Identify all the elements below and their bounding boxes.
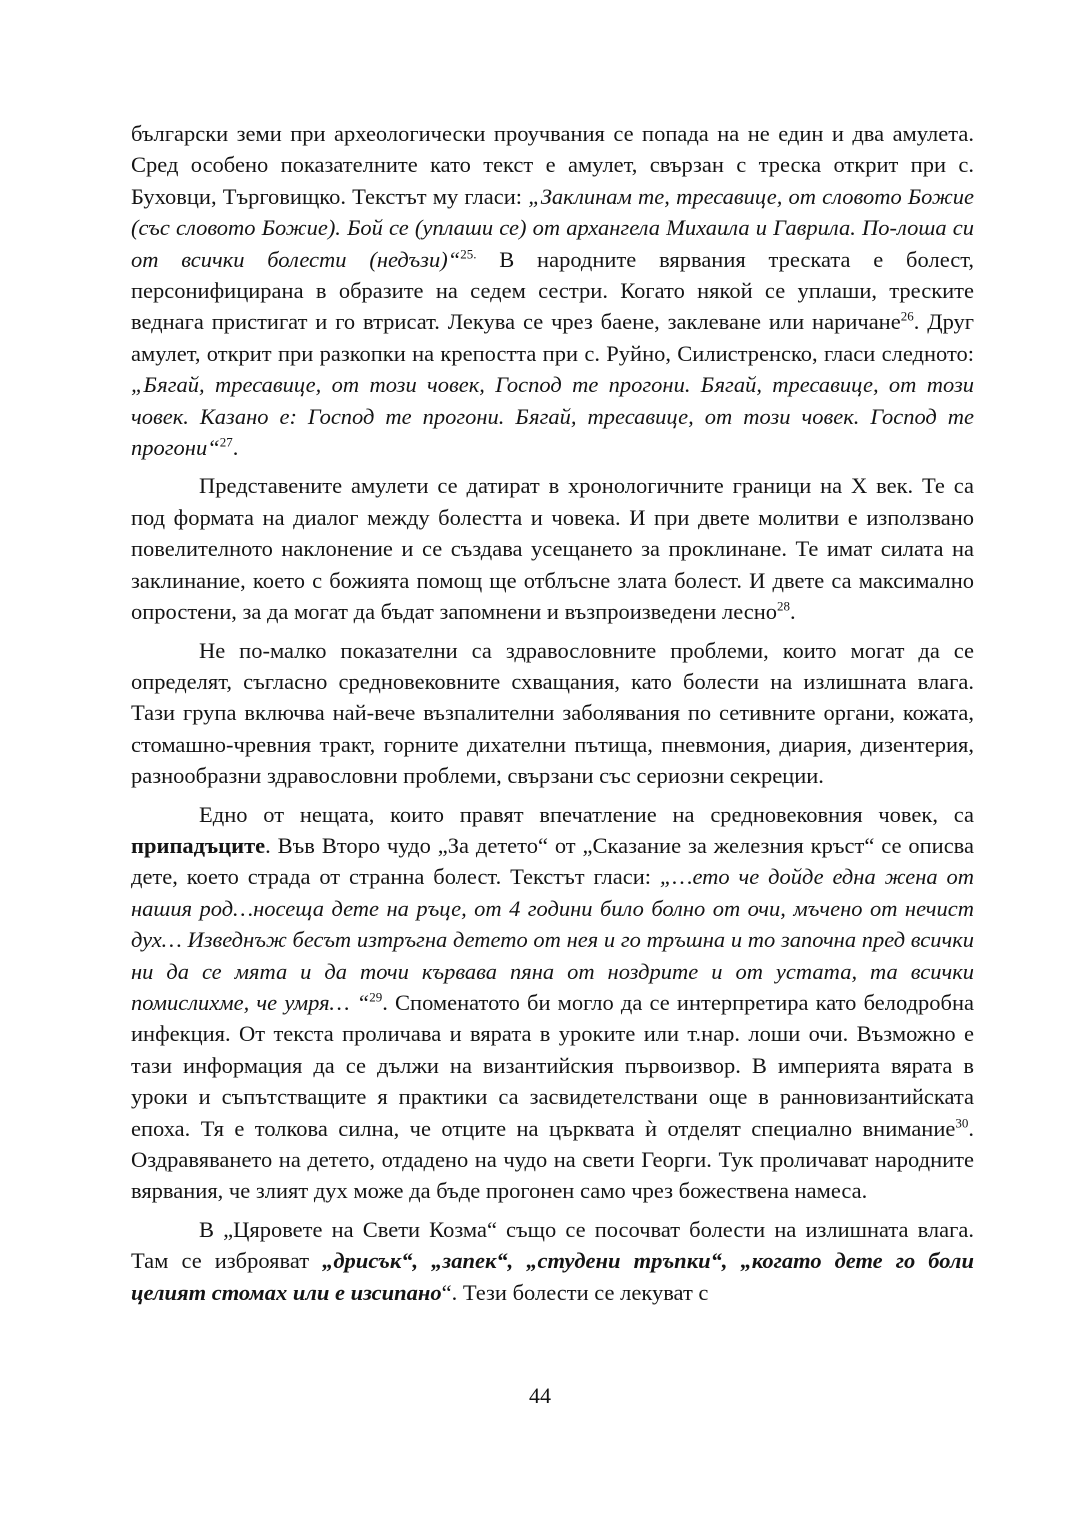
body-text: . (232, 435, 239, 461)
body-text: Не по-малко показателни са здравословните проблеми, които могат да се определят, съгласно средновековните схващания, като болести на излишната влага. Тази група включва най-вече възпалителни заболявания по сетивните органи, кожата, стомашно-чревния тракт, горните дихателни пътища, пневмония, диария, дизентерия, разнообразни здравословни проблеми, свързани със сериозни секреции. (131, 637, 974, 789)
paragraph (131, 470, 974, 627)
footnote-ref: 29 (369, 989, 383, 1005)
body-text: “. Тези болести се лекуват с (441, 1279, 709, 1305)
footnote-ref: 27 (219, 434, 233, 450)
body-text: . Оздравяването на детето, отдадено на чудо на свети Георги. Тук проличават народните вярвания, че злият дух може да бъде прогонен само чрез божествена намеса. (131, 1115, 974, 1204)
document-body (131, 118, 974, 1315)
body-text: . Във Второ чудо „За детето“ от „Сказание за железния кръст“ се описва дете, което страда от странна болест. Текстът гласи: (131, 832, 974, 890)
footnote-ref: 26 (900, 308, 914, 324)
footnote-ref: 30 (955, 1115, 969, 1131)
body-text: български земи при археологически проучвания се попада на не един и два амулета. Сред особено показателните като текст е амулет, свързан с треска открит при с. Буховци, Търговищко. Текстът му гласи: (131, 121, 974, 209)
body-text: . Споменатото би могло да се интерпретира като белодробна инфекция. От текста проличава и вярата в уроките или т.нар. лоши очи. Възможно е тази информация да се дължи на византийския първоизвор. В империята вярата в уроки и съпътстващите я практики са засвидетелствани още в ранновизантийската епоха. Тя е толкова силна, че отците на църквата ѝ отделят специално внимание (131, 989, 974, 1141)
body-text: . (790, 599, 796, 625)
paragraph (131, 799, 974, 1207)
quote-text: „…ето че дойде една жена от нашия род…носеща дете на ръце, от 4 години било болно от очи, мъчено от нечист дух… Изведнъж бесът изтръгна детето от нея и го тръшна и то започна пред всички ни да се мята и да точи кървава пяна от ноздрите и от устата, та всички помислихме, че умря… “ (131, 864, 974, 1015)
paragraph (131, 1214, 974, 1308)
body-text: Едно от нещата, които правят впечатление на средновековния човек, са (199, 801, 974, 827)
body-text: В народните вярвания треската е болест, персонифицирана в образите на седем сестри. Когато някой се уплаши, треските веднага пристигат и го втрисат. Лекува се чрез баене, заклеване или наричане (131, 246, 974, 335)
body-text: В „Цяровете на Свети Козма“ също се посочват болести на излишната влага. Там се изброяват (131, 1216, 974, 1274)
footnote-ref: 28 (777, 598, 791, 614)
emphasis-text: припадъците (131, 832, 266, 858)
quote-text: „Заклинам те, тресавице, от словото Божие (със словото Божие). Бой се (уплаши се) от архангела Михаила и Гаврила. По-лоша си от всички болести (недъзи)“ (131, 183, 974, 272)
body-text: . Друг амулет, открит при разкопки на крепостта при с. Руйно, Силистренско, гласи следното: (131, 309, 975, 366)
paragraph (131, 118, 974, 463)
body-text: Представените амулети се датират в хронологичните граници на X век. Те са под формата на диалог между болестта и човека. И при двете молитви е използвано повелителното наклонение и се създава усещането за проклинане. Те имат силата на заклинание, което с божията помощ ще отблъсне злата болест. И двете са максимално опростени, за да могат да бъдат запомнени и възпроизведени лесно (131, 473, 974, 625)
footnote-ref: 25. (460, 246, 477, 262)
quote-text: „Бягай, тресавице, от този човек, Господ те прогони. Бягай, тресавице, от този човек. Казано е: Господ те прогони. Бягай, тресавице, от този човек. Господ те прогони“ (131, 372, 974, 461)
emphasis-quote-text: „дрисък“, „запек“, „студени тръпки“, „когато дете го боли целият стомах или е изсипано (131, 1248, 974, 1305)
page-number: 44 (529, 1383, 551, 1408)
paragraph (131, 635, 974, 792)
